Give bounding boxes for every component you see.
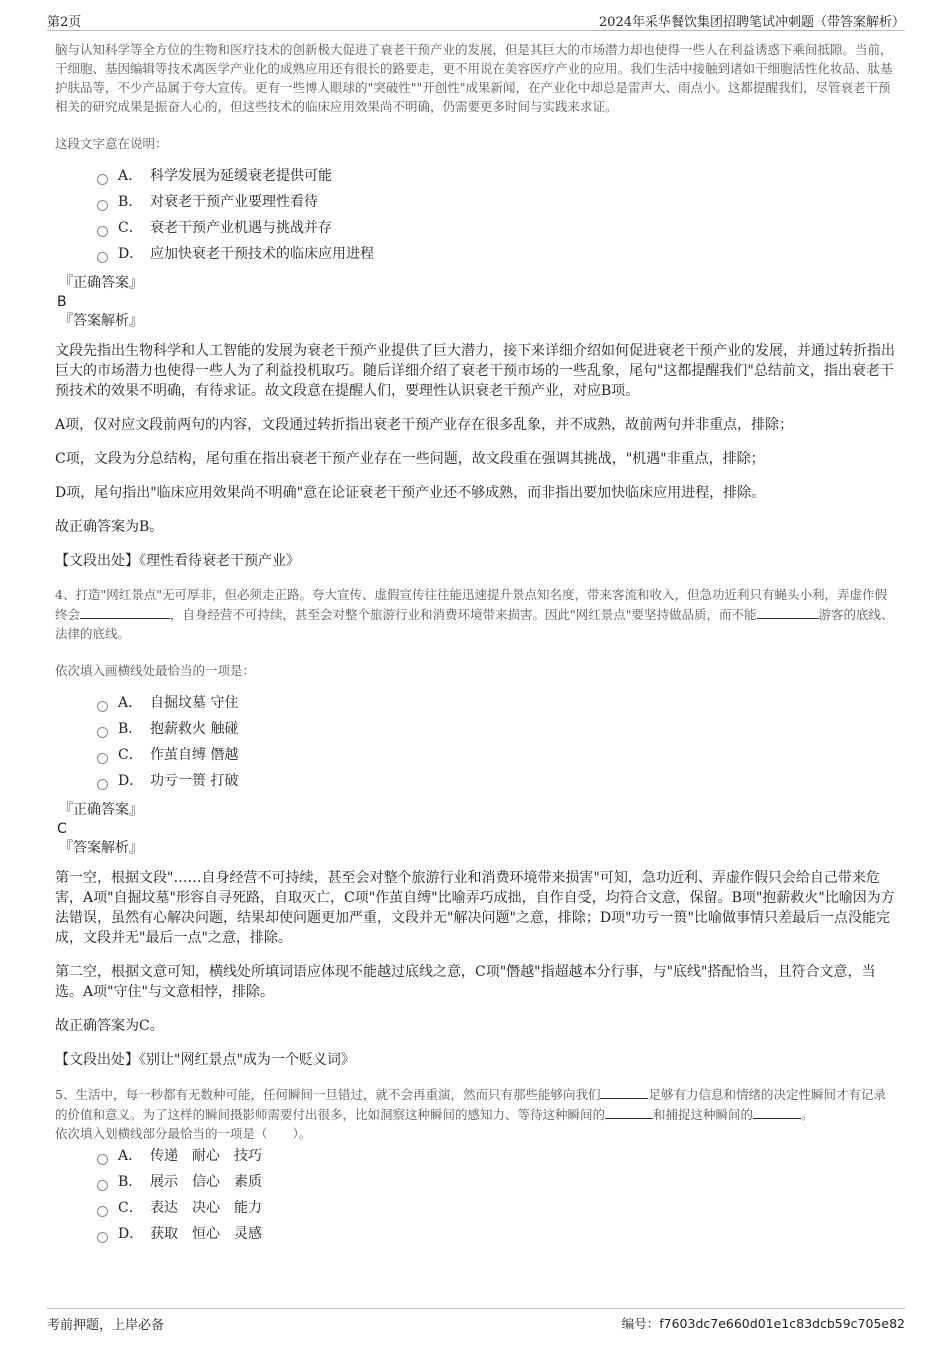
radio-icon[interactable] <box>97 1232 108 1243</box>
q4-option-d[interactable]: D． 功亏一篑 打破 <box>97 768 895 794</box>
q5-option-b[interactable]: B． 展示 信心 素质 <box>97 1169 895 1195</box>
q4-option-b[interactable]: B． 抱薪救火 触碰 <box>97 716 895 742</box>
blank-line <box>753 1104 801 1119</box>
q4-source: 【文段出处】《别让"网红景点"成为一个贬义词》 <box>55 1052 355 1068</box>
radio-icon[interactable] <box>97 779 108 790</box>
q4-passage: 4、打造"网红景点"无可厚非，但必须走正路。夸大宣传、虚假宣传往往能迅速提升景点知名度，带来客流和收入，但急功近利只有蝇头小利，弄虚作假终会 ，自身经营不可持续，甚至会对整个旅游行业和消费环境带来损害。因此"网红景点"要坚持做品质，而不能 游客的底线、法律的底线。 <box>55 587 894 641</box>
q4-analysis-1: 第一空，根据文段"……自身经营不可持续，甚至会对整个旅游行业和消费环境带来损害"可知，急功近利、弄虚作假只会给自己带来危害，A项"自掘坟墓"形容自寻死路，自取灭亡，C项"作茧自缚"比喻弄巧成拙，自作自受，均符合文意，保留。B项"抱薪救火"比喻因为方法错误，虽然有心解决问题，结果却使问题更加严重，文段并无"解决问题"之意，排除；D项"功亏一篑"比喻做事情只差最后一点没能完成，文段并无"最后一点"之意，排除。 <box>55 870 895 946</box>
blank-line <box>757 604 819 619</box>
radio-icon[interactable] <box>97 226 108 237</box>
document-id: 编号：f7603dc7e660d01e1c83dcb59c705e82 <box>621 1316 905 1331</box>
q3-option-a[interactable]: A． 科学发展为延缓衰老提供可能 <box>97 163 895 189</box>
radio-icon[interactable] <box>97 1206 108 1217</box>
q3-source: 【文段出处】《理性看待衰老干预产业》 <box>55 553 300 569</box>
q5-option-a[interactable]: A． 传递 耐心 技巧 <box>97 1143 895 1169</box>
q5-options <box>55 1143 895 1247</box>
document-title: 2024年采华餐饮集团招聘笔试冲刺题（带答案解析） <box>598 15 905 30</box>
q4-answer-label: 『正确答案』 <box>59 802 143 818</box>
page-header <box>47 8 905 31</box>
q5-option-d[interactable]: D． 获取 恒心 灵感 <box>97 1221 895 1247</box>
q3-analysis-4: D项，尾句指出"临床应用效果尚不明确"意在论证衰老干预产业还不够成熟，而非指出要加快临床应用进程，排除。 <box>55 485 766 501</box>
q3-option-d[interactable]: D． 应加快衰老干预技术的临床应用进程 <box>97 241 895 267</box>
q3-analysis-2: A项，仅对应文段前两句的内容，文段通过转折指出衰老干预产业存在很多乱象，并不成熟，故前两句并非重点，排除； <box>55 417 794 433</box>
radio-icon[interactable] <box>97 1154 108 1165</box>
document-body <box>55 40 895 1247</box>
q4-analysis-label: 『答案解析』 <box>59 840 143 856</box>
q4-option-c[interactable]: C． 作茧自缚 僭越 <box>97 742 895 768</box>
q4-analysis-2: 第二空，根据文意可知，横线处所填词语应体现不能越过底线之意，C项"僭越"指超越本分行事，与"底线"搭配恰当，且符合文意，当选。A项"守住"与文意相悖，排除。 <box>55 964 876 1000</box>
q5-option-c[interactable]: C． 表达 决心 能力 <box>97 1195 895 1221</box>
radio-icon[interactable] <box>97 701 108 712</box>
blank-line <box>605 1104 653 1119</box>
blank-line <box>600 1084 648 1099</box>
q3-analysis-label: 『答案解析』 <box>59 313 143 329</box>
q3-analysis-3: C项，文段为分总结构，尾句重在指出衰老干预产业存在一些问题，故文段重在强调其挑战，"机遇"非重点，排除； <box>55 451 765 467</box>
radio-icon[interactable] <box>97 753 108 764</box>
q3-question: 这段文字意在说明： <box>55 136 168 151</box>
q4-options <box>55 690 895 794</box>
radio-icon[interactable] <box>97 200 108 211</box>
q3-option-c[interactable]: C． 衰老干预产业机遇与挑战并存 <box>97 215 895 241</box>
q3-analysis-1: 文段先指出生物科学和人工智能的发展为衰老干预产业提供了巨大潜力，接下来详细介绍如何促进衰老干预产业的发展，并通过转折指出巨大的市场潜力也使得一些人为了利益投机取巧。随后详细介绍了衰老干预市场的一些乱象，尾句"这都提醒我们"总结前文，指出衰老干预技术的效果不明确，有待求证。故文段意在提醒人们，要理性认识衰老干预产业，对应B项。 <box>55 343 895 399</box>
q4-question: 依次填入画横线处最恰当的一项是： <box>55 663 256 678</box>
q4-conclusion: 故正确答案为C。 <box>55 1018 164 1034</box>
q3-options <box>55 163 895 267</box>
radio-icon[interactable] <box>97 252 108 263</box>
radio-icon[interactable] <box>97 1180 108 1191</box>
q3-option-b[interactable]: B． 对衰老干预产业要理性看待 <box>97 189 895 215</box>
page-number: 第2页 <box>47 15 82 30</box>
radio-icon[interactable] <box>97 174 108 185</box>
q5-question: 依次填入划横线部分最恰当的一项是（ ）。 <box>55 1126 312 1141</box>
q3-conclusion: 故正确答案为B。 <box>55 519 164 535</box>
q3-answer: B <box>57 294 67 310</box>
q3-answer-label: 『正确答案』 <box>59 275 143 291</box>
footer-slogan: 考前押题，上岸必备 <box>47 1318 165 1333</box>
q3-passage: 脑与认知科学等全方位的生物和医疗技术的创新极大促进了衰老干预产业的发展，但是其巨大的市场潜力却也使得一些人在利益诱惑下乘间抵隙。当前，干细胞、基因编辑等技术离医学产业化的成熟应用还有很长的路要走，更不用说在美容医疗产业的应用。我们生活中接触到诸如干细胞活性化妆品、肽基护肤品等，不少产品属于夸大宣传。更有一些博人眼球的"突破性""开创性"成果新闻，在产业化中却总是雷声大、雨点小。这都提醒我们，尽管衰老干预相关的研究成果是振奋人心的，但这些技术的临床应用效果尚不明确，仍需要更多时间与实践来求证。 <box>55 42 893 114</box>
radio-icon[interactable] <box>97 727 108 738</box>
blank-line <box>80 604 170 619</box>
q4-answer: C <box>57 821 67 837</box>
page-footer <box>47 1308 905 1331</box>
q5-passage: 5、生活中，每一秒都有无数种可能，任何瞬间一旦错过，就不会再重演，然而只有那些能够向我们 足够有力信息和情绪的决定性瞬间才有记录的价值和意义。为了这样的瞬间摄影师需要付出很多，比如洞察这种瞬间的感知力、等待这种瞬间的 和捕捉这种瞬间的 。 <box>55 1084 895 1124</box>
q4-option-a[interactable]: A． 自掘坟墓 守住 <box>97 690 895 716</box>
